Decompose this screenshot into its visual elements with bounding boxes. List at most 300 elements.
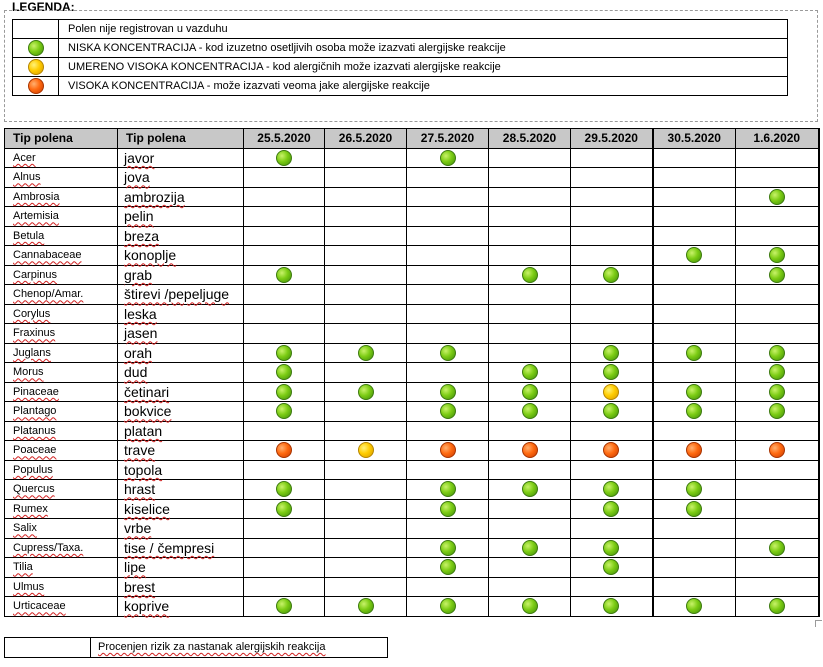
concentration-cell: [325, 187, 407, 207]
concentration-cell: [407, 187, 489, 207]
table-row: [5, 343, 819, 363]
concentration-cell: [325, 519, 407, 539]
concentration-cell: [244, 519, 325, 539]
concentration-cell: [244, 148, 325, 168]
local-name-cell: [118, 597, 244, 617]
legend-text: Polen nije registrovan u vazduhu: [59, 20, 788, 39]
concentration-cell: [325, 285, 407, 305]
latin-name-cell: [5, 343, 118, 363]
concentration-cell: [653, 460, 736, 480]
local-name-cell: [118, 519, 244, 539]
local-name-cell: [118, 148, 244, 168]
concentration-cell: [489, 304, 571, 324]
concentration-cell: [489, 441, 571, 461]
low-concentration-dot-icon: [522, 403, 538, 419]
concentration-cell: [244, 577, 325, 597]
latin-name-cell: [5, 519, 118, 539]
concentration-cell: [736, 246, 819, 266]
low-concentration-dot-icon: [522, 540, 538, 556]
concentration-cell: [489, 265, 571, 285]
concentration-cell: [325, 597, 407, 617]
latin-name-cell: [5, 577, 118, 597]
table-row: [5, 168, 819, 188]
concentration-cell: [244, 382, 325, 402]
latin-name: Ambrosia: [13, 190, 60, 203]
concentration-cell: [489, 558, 571, 578]
local-name-cell: [118, 441, 244, 461]
concentration-cell: [244, 421, 325, 441]
high-concentration-dot-icon: [522, 442, 538, 458]
latin-name-cell: [5, 187, 118, 207]
concentration-cell: [489, 577, 571, 597]
local-name: pelin: [124, 208, 154, 225]
low-concentration-dot-icon: [522, 267, 538, 283]
table-row: [5, 499, 819, 519]
concentration-cell: [407, 480, 489, 500]
low-concentration-dot-icon: [603, 364, 619, 380]
concentration-cell: [407, 148, 489, 168]
low-concentration-dot-icon: [769, 345, 785, 361]
concentration-cell: [489, 480, 571, 500]
legend-title: LEGENDA:: [12, 0, 75, 14]
low-concentration-dot-icon: [440, 403, 456, 419]
local-name: brest: [124, 578, 156, 595]
concentration-cell: [325, 402, 407, 422]
concentration-cell: [653, 597, 736, 617]
concentration-cell: [325, 343, 407, 363]
legend-text: VISOKA KONCENTRACIJA - može izazvati veoma jake alergijske reakcije: [59, 77, 788, 96]
local-name-cell: [118, 460, 244, 480]
table-row: [5, 285, 819, 305]
latin-name: Tilia: [13, 561, 33, 574]
legend-text: NISKA KONCENTRACIJA - kod izuzetno osetljivih osoba može izazvati alergijske reakcije: [59, 39, 788, 58]
low-concentration-dot-icon: [276, 150, 292, 166]
concentration-cell: [571, 421, 653, 441]
latin-name-cell: [5, 538, 118, 558]
concentration-cell: [653, 538, 736, 558]
risk-footer: [4, 637, 388, 658]
low-concentration-dot-icon: [522, 481, 538, 497]
local-name: topola: [124, 461, 163, 478]
table-row: [5, 538, 819, 558]
concentration-cell: [736, 148, 819, 168]
concentration-cell: [653, 441, 736, 461]
concentration-cell: [653, 382, 736, 402]
concentration-cell: [244, 499, 325, 519]
low-concentration-dot-icon: [358, 384, 374, 400]
concentration-cell: [653, 265, 736, 285]
latin-name: Acer: [13, 151, 36, 164]
concentration-cell: [244, 363, 325, 383]
concentration-cell: [571, 558, 653, 578]
local-name: vrbe: [124, 520, 152, 537]
latin-name-cell: [5, 226, 118, 246]
table-row: [5, 363, 819, 383]
table-row: [5, 421, 819, 441]
concentration-cell: [489, 148, 571, 168]
concentration-cell: [244, 187, 325, 207]
local-name-cell: [118, 538, 244, 558]
latin-name-cell: [5, 363, 118, 383]
low-concentration-dot-icon: [686, 247, 702, 263]
concentration-cell: [244, 246, 325, 266]
concentration-cell: [571, 148, 653, 168]
local-name: orah: [124, 344, 153, 361]
concentration-cell: [244, 538, 325, 558]
latin-name: Fraxinus: [13, 327, 56, 340]
concentration-cell: [736, 382, 819, 402]
low-concentration-dot-icon: [686, 403, 702, 419]
table-row: [5, 480, 819, 500]
concentration-cell: [407, 558, 489, 578]
local-name-cell: [118, 187, 244, 207]
concentration-cell: [407, 402, 489, 422]
local-name-cell: [118, 577, 244, 597]
latin-name-cell: [5, 285, 118, 305]
latin-name-cell: [5, 324, 118, 344]
latin-name-cell: [5, 148, 118, 168]
concentration-cell: [407, 168, 489, 188]
concentration-cell: [407, 382, 489, 402]
concentration-cell: [325, 382, 407, 402]
low-concentration-dot-icon: [603, 540, 619, 556]
concentration-cell: [736, 558, 819, 578]
column-header-date: 27.5.2020: [407, 129, 489, 149]
table-row: [5, 577, 819, 597]
low-concentration-dot-icon: [276, 345, 292, 361]
page-corner-mark: [815, 620, 822, 627]
legend-table: [12, 19, 788, 96]
local-name-cell: [118, 363, 244, 383]
column-header-date: 1.6.2020: [736, 129, 819, 149]
local-name-cell: [118, 480, 244, 500]
low-concentration-dot-icon: [522, 364, 538, 380]
concentration-cell: [325, 499, 407, 519]
table-row: [5, 187, 819, 207]
concentration-cell: [653, 519, 736, 539]
local-name: leska: [124, 305, 157, 322]
concentration-cell: [325, 226, 407, 246]
concentration-cell: [571, 460, 653, 480]
legend-symbol-cell: [13, 77, 59, 96]
table-row: [5, 304, 819, 324]
concentration-cell: [489, 363, 571, 383]
concentration-cell: [407, 265, 489, 285]
latin-name: Ulmus: [13, 580, 45, 593]
low-concentration-dot-icon: [276, 384, 292, 400]
concentration-cell: [407, 343, 489, 363]
concentration-cell: [244, 265, 325, 285]
latin-name-cell: [5, 460, 118, 480]
concentration-cell: [244, 304, 325, 324]
concentration-cell: [736, 226, 819, 246]
concentration-cell: [653, 402, 736, 422]
concentration-cell: [407, 304, 489, 324]
local-name-cell: [118, 168, 244, 188]
concentration-cell: [571, 577, 653, 597]
latin-name: Pinaceae: [13, 385, 59, 398]
low-concentration-dot-icon: [603, 481, 619, 497]
concentration-cell: [571, 246, 653, 266]
concentration-cell: [325, 441, 407, 461]
concentration-cell: [489, 538, 571, 558]
latin-name: Chenop/Amar.: [13, 288, 84, 301]
low-concentration-dot-icon: [440, 598, 456, 614]
latin-name: Morus: [13, 366, 44, 379]
low-concentration-dot-icon: [522, 598, 538, 614]
concentration-cell: [244, 343, 325, 363]
table-header-row: [5, 129, 819, 149]
column-header-date: 29.5.2020: [571, 129, 653, 149]
concentration-cell: [489, 402, 571, 422]
local-name: hrast: [124, 481, 156, 498]
table-row: [5, 402, 819, 422]
concentration-cell: [736, 538, 819, 558]
latin-name: Salix: [13, 522, 37, 535]
concentration-cell: [489, 597, 571, 617]
latin-name-cell: [5, 480, 118, 500]
concentration-cell: [325, 168, 407, 188]
high-concentration-dot-icon: [603, 442, 619, 458]
latin-name: Cupress/Taxa.: [13, 541, 84, 554]
concentration-cell: [325, 558, 407, 578]
concentration-cell: [325, 207, 407, 227]
table-row: [5, 558, 819, 578]
table-row: [5, 382, 819, 402]
latin-name-cell: [5, 265, 118, 285]
column-header-date: 30.5.2020: [653, 129, 736, 149]
latin-name: Alnus: [13, 171, 41, 184]
low-concentration-dot-icon: [522, 384, 538, 400]
local-name-cell: [118, 558, 244, 578]
low-concentration-dot-icon: [603, 403, 619, 419]
concentration-cell: [653, 246, 736, 266]
latin-name: Corylus: [13, 307, 51, 320]
concentration-cell: [244, 597, 325, 617]
concentration-cell: [489, 226, 571, 246]
concentration-cell: [736, 265, 819, 285]
concentration-cell: [325, 363, 407, 383]
concentration-cell: [489, 285, 571, 305]
concentration-cell: [571, 187, 653, 207]
concentration-cell: [653, 207, 736, 227]
concentration-cell: [325, 421, 407, 441]
concentration-cell: [244, 402, 325, 422]
local-name: javor: [124, 149, 155, 166]
latin-name: Populus: [13, 463, 53, 476]
high-concentration-dot-icon: [686, 442, 702, 458]
concentration-cell: [653, 343, 736, 363]
concentration-cell: [244, 558, 325, 578]
low-concentration-dot-icon: [276, 598, 292, 614]
low-concentration-dot-icon: [440, 345, 456, 361]
concentration-cell: [407, 226, 489, 246]
concentration-cell: [736, 402, 819, 422]
concentration-cell: [653, 187, 736, 207]
table-row: [5, 441, 819, 461]
concentration-cell: [571, 207, 653, 227]
concentration-cell: [407, 246, 489, 266]
concentration-cell: [736, 480, 819, 500]
concentration-cell: [653, 148, 736, 168]
table-row: [5, 246, 819, 266]
footer-label: Procenjen rizik za nastanak alergijskih reakcija: [98, 641, 326, 653]
low-concentration-dot-icon: [603, 345, 619, 361]
local-name-cell: [118, 499, 244, 519]
table-row: [5, 226, 819, 246]
low-concentration-dot-icon: [276, 267, 292, 283]
concentration-cell: [571, 382, 653, 402]
local-name-cell: [118, 304, 244, 324]
latin-name-cell: [5, 246, 118, 266]
concentration-cell: [736, 597, 819, 617]
legend-text: UMERENO VISOKA KONCENTRACIJA - kod alergičnih može izazvati alergijske reakcije: [59, 58, 788, 77]
low-concentration-dot-icon: [276, 501, 292, 517]
local-name: četinari: [124, 383, 170, 400]
column-header-date: 28.5.2020: [489, 129, 571, 149]
concentration-cell: [653, 226, 736, 246]
low-concentration-dot-icon: [440, 384, 456, 400]
concentration-cell: [653, 577, 736, 597]
local-name-cell: [118, 382, 244, 402]
low-concentration-dot-icon: [769, 247, 785, 263]
concentration-cell: [489, 187, 571, 207]
latin-name: Carpinus: [13, 268, 58, 281]
concentration-cell: [407, 441, 489, 461]
concentration-cell: [489, 499, 571, 519]
low-concentration-dot-icon: [769, 540, 785, 556]
concentration-cell: [653, 304, 736, 324]
local-name: platan: [124, 422, 163, 439]
concentration-cell: [489, 519, 571, 539]
local-name: bokvice: [124, 403, 172, 420]
latin-name: Plantago: [13, 405, 57, 418]
concentration-cell: [244, 168, 325, 188]
concentration-cell: [407, 538, 489, 558]
low-concentration-dot-icon: [769, 403, 785, 419]
table-row: [5, 148, 819, 168]
concentration-cell: [489, 207, 571, 227]
local-name: dud: [124, 364, 148, 381]
concentration-cell: [736, 421, 819, 441]
local-name-cell: [118, 421, 244, 441]
latin-name-cell: [5, 499, 118, 519]
concentration-cell: [653, 168, 736, 188]
latin-name: Platanus: [13, 424, 56, 437]
concentration-cell: [325, 148, 407, 168]
concentration-cell: [244, 207, 325, 227]
moderate-concentration-dot-icon: [28, 59, 44, 75]
concentration-cell: [489, 421, 571, 441]
concentration-cell: [653, 558, 736, 578]
latin-name: Rumex: [13, 502, 48, 515]
low-concentration-dot-icon: [603, 559, 619, 575]
concentration-cell: [571, 265, 653, 285]
local-name: jova: [124, 169, 150, 186]
concentration-cell: [407, 324, 489, 344]
concentration-cell: [736, 168, 819, 188]
low-concentration-dot-icon: [440, 540, 456, 556]
local-name: grab: [124, 266, 153, 283]
concentration-cell: [571, 597, 653, 617]
concentration-cell: [571, 285, 653, 305]
concentration-cell: [407, 421, 489, 441]
high-concentration-dot-icon: [769, 442, 785, 458]
latin-name-cell: [5, 558, 118, 578]
latin-name: Artemisia: [13, 210, 59, 223]
local-name: lipe: [124, 559, 146, 576]
concentration-cell: [736, 304, 819, 324]
concentration-cell: [407, 363, 489, 383]
table-row: [5, 597, 819, 617]
table-row: [5, 519, 819, 539]
legend-row: [13, 39, 788, 58]
local-name-cell: [118, 246, 244, 266]
low-concentration-dot-icon: [440, 481, 456, 497]
concentration-cell: [653, 285, 736, 305]
low-concentration-dot-icon: [769, 267, 785, 283]
local-name: jasen: [124, 325, 158, 342]
legend-symbol-cell: [13, 39, 59, 58]
local-name-cell: [118, 265, 244, 285]
low-concentration-dot-icon: [603, 598, 619, 614]
local-name-cell: [118, 285, 244, 305]
latin-name: Quercus: [13, 483, 55, 496]
concentration-cell: [571, 480, 653, 500]
low-concentration-dot-icon: [769, 364, 785, 380]
concentration-cell: [489, 324, 571, 344]
pollen-table: [4, 128, 820, 617]
legend-row: [13, 58, 788, 77]
moderate-concentration-dot-icon: [603, 384, 619, 400]
concentration-cell: [407, 285, 489, 305]
low-concentration-dot-icon: [686, 481, 702, 497]
concentration-cell: [489, 382, 571, 402]
local-name-cell: [118, 207, 244, 227]
concentration-cell: [736, 577, 819, 597]
high-concentration-dot-icon: [28, 78, 44, 94]
low-concentration-dot-icon: [440, 150, 456, 166]
concentration-cell: [489, 343, 571, 363]
low-concentration-dot-icon: [769, 384, 785, 400]
concentration-cell: [653, 421, 736, 441]
table-row: [5, 265, 819, 285]
concentration-cell: [571, 402, 653, 422]
concentration-cell: [571, 343, 653, 363]
concentration-cell: [244, 285, 325, 305]
low-concentration-dot-icon: [276, 403, 292, 419]
concentration-cell: [571, 168, 653, 188]
concentration-cell: [244, 226, 325, 246]
concentration-cell: [736, 460, 819, 480]
table-row: [5, 460, 819, 480]
latin-name: Cannabaceae: [13, 249, 82, 262]
column-header-date: 26.5.2020: [325, 129, 407, 149]
table-row: [5, 324, 819, 344]
local-name: tise / čempresi: [124, 539, 215, 556]
concentration-cell: [736, 285, 819, 305]
concentration-cell: [736, 187, 819, 207]
low-concentration-dot-icon: [603, 267, 619, 283]
concentration-cell: [244, 480, 325, 500]
low-concentration-dot-icon: [603, 501, 619, 517]
legend-symbol-cell: [13, 58, 59, 77]
concentration-cell: [571, 519, 653, 539]
local-name: ambrozija: [124, 188, 185, 205]
local-name: koprive: [124, 598, 170, 615]
concentration-cell: [325, 246, 407, 266]
low-concentration-dot-icon: [276, 364, 292, 380]
